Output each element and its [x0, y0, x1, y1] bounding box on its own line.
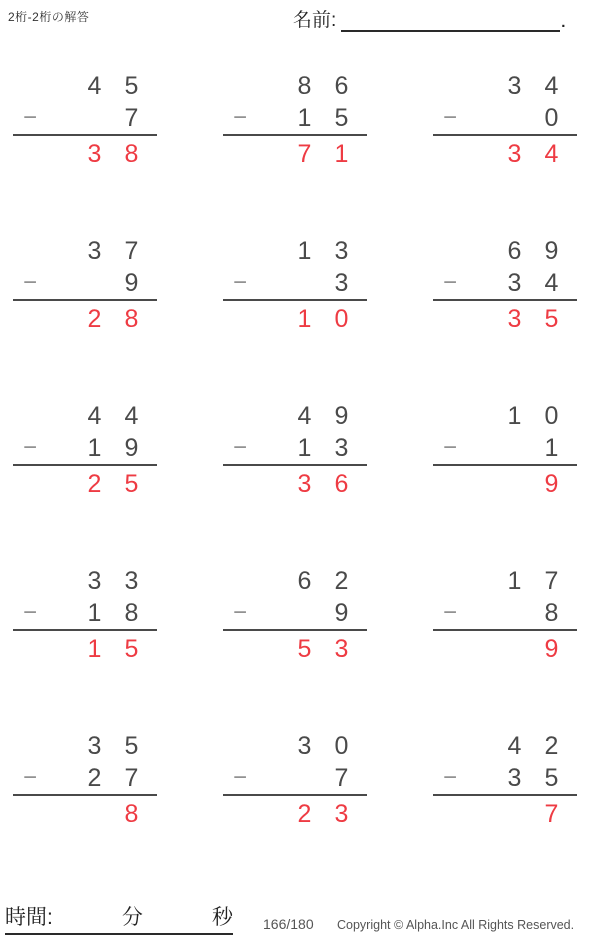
- answer-tens: 5: [297, 634, 312, 663]
- minuend-ones: 5: [124, 71, 139, 100]
- subtraction-problem-3: [433, 70, 577, 170]
- minuend: [433, 70, 577, 102]
- answer: [223, 303, 367, 335]
- subtraction-problem-13: [13, 730, 157, 830]
- subtrahend-ones: 5: [544, 763, 559, 792]
- time-label: 時間:: [5, 906, 53, 929]
- minuend-ones: 2: [544, 731, 559, 760]
- answer-tens: 3: [507, 139, 522, 168]
- subtrahend: [223, 432, 367, 464]
- minuend-ones: 9: [334, 401, 349, 430]
- answer: [433, 633, 577, 665]
- subtrahend: [13, 597, 157, 629]
- answer-line: [433, 299, 577, 301]
- seconds-label: 秒: [212, 906, 233, 929]
- subtraction-problem-14: [223, 730, 367, 830]
- subtrahend: [223, 762, 367, 794]
- subtrahend-ones: 1: [544, 433, 559, 462]
- subtrahend: [223, 267, 367, 299]
- subtraction-problem-15: [433, 730, 577, 830]
- subtrahend: [13, 267, 157, 299]
- answer-line: [223, 629, 367, 631]
- minuend: [433, 730, 577, 762]
- minus-sign: −: [23, 104, 38, 131]
- subtrahend: [223, 597, 367, 629]
- answer-ones: 3: [334, 634, 349, 663]
- subtraction-problem-5: [223, 235, 367, 335]
- minutes-label: 分: [121, 906, 143, 929]
- answer-line: [13, 299, 157, 301]
- subtrahend: [433, 102, 577, 134]
- answer: [433, 303, 577, 335]
- answer-line: [223, 464, 367, 466]
- copyright-notice: Copyright © Alpha.Inc All Rights Reserved.: [337, 918, 575, 932]
- subtraction-problem-10: [13, 565, 157, 665]
- minuend-tens: 4: [87, 401, 102, 430]
- subtrahend-tens: 3: [507, 268, 522, 297]
- minus-sign: −: [443, 764, 458, 791]
- subtrahend-tens: 3: [507, 763, 522, 792]
- minuend-ones: 0: [334, 731, 349, 760]
- subtrahend-ones: 0: [544, 103, 559, 132]
- answer-tens: 1: [87, 634, 102, 663]
- minuend-tens: 6: [507, 236, 522, 265]
- answer: [13, 303, 157, 335]
- minuend: [13, 730, 157, 762]
- answer-tens: 2: [87, 304, 102, 333]
- subtrahend-tens: 1: [87, 433, 102, 462]
- answer-line: [13, 629, 157, 631]
- answer-tens: 2: [297, 799, 312, 828]
- subtraction-problem-6: [433, 235, 577, 335]
- answer-tens: 3: [87, 139, 102, 168]
- page-title: 2桁-2桁の解答: [8, 10, 90, 24]
- minuend-tens: 6: [297, 566, 312, 595]
- answer-ones: 7: [544, 799, 559, 828]
- subtrahend-ones: 8: [544, 598, 559, 627]
- minuend-tens: 3: [87, 236, 102, 265]
- subtraction-problem-9: [433, 400, 577, 500]
- answer: [223, 798, 367, 830]
- answer-tens: 3: [297, 469, 312, 498]
- problems-grid: [13, 70, 577, 830]
- answer-ones: 0: [334, 304, 349, 333]
- minuend: [223, 235, 367, 267]
- subtrahend: [433, 267, 577, 299]
- subtrahend-ones: 8: [124, 598, 139, 627]
- answer-ones: 8: [124, 799, 139, 828]
- subtrahend-ones: 7: [124, 103, 139, 132]
- minuend: [223, 400, 367, 432]
- answer-ones: 4: [544, 139, 559, 168]
- subtrahend: [13, 102, 157, 134]
- subtrahend-ones: 7: [124, 763, 139, 792]
- minuend: [13, 235, 157, 267]
- subtrahend-ones: 9: [334, 598, 349, 627]
- minuend-tens: 8: [297, 71, 312, 100]
- minuend: [433, 565, 577, 597]
- minuend-tens: 4: [507, 731, 522, 760]
- minuend: [223, 70, 367, 102]
- subtrahend-tens: 1: [87, 598, 102, 627]
- subtrahend: [433, 432, 577, 464]
- minuend: [433, 400, 577, 432]
- minuend-tens: 3: [297, 731, 312, 760]
- subtrahend: [13, 762, 157, 794]
- minus-sign: −: [443, 434, 458, 461]
- minuend: [223, 565, 367, 597]
- minuend: [13, 565, 157, 597]
- minus-sign: −: [23, 434, 38, 461]
- subtrahend: [13, 432, 157, 464]
- answer: [223, 138, 367, 170]
- answer-line: [433, 134, 577, 136]
- minuend-ones: 3: [334, 236, 349, 265]
- answer-line: [13, 134, 157, 136]
- answer: [433, 138, 577, 170]
- answer-line: [223, 794, 367, 796]
- answer: [433, 468, 577, 500]
- answer-ones: 5: [124, 469, 139, 498]
- minus-sign: −: [443, 599, 458, 626]
- subtraction-problem-8: [223, 400, 367, 500]
- minuend-tens: 1: [507, 401, 522, 430]
- answer: [13, 138, 157, 170]
- minuend-tens: 3: [87, 731, 102, 760]
- answer: [13, 633, 157, 665]
- answer-ones: 5: [544, 304, 559, 333]
- subtrahend-tens: 1: [297, 433, 312, 462]
- minuend-ones: 9: [544, 236, 559, 265]
- minus-sign: −: [23, 764, 38, 791]
- minuend-ones: 7: [124, 236, 139, 265]
- subtraction-problem-4: [13, 235, 157, 335]
- subtraction-problem-12: [433, 565, 577, 665]
- name-field: [293, 5, 565, 32]
- answer: [223, 468, 367, 500]
- answer-ones: 8: [124, 304, 139, 333]
- minuend-ones: 5: [124, 731, 139, 760]
- minuend-ones: 4: [124, 401, 139, 430]
- minuend-tens: 4: [297, 401, 312, 430]
- answer-ones: 6: [334, 469, 349, 498]
- answer-ones: 8: [124, 139, 139, 168]
- subtrahend: [433, 597, 577, 629]
- minuend-ones: 7: [544, 566, 559, 595]
- answer-line: [13, 464, 157, 466]
- minuend: [223, 730, 367, 762]
- name-label: 名前:: [293, 10, 337, 31]
- time-field: [5, 901, 233, 935]
- answer-line: [223, 299, 367, 301]
- minus-sign: −: [23, 269, 38, 296]
- answer: [223, 633, 367, 665]
- subtraction-problem-11: [223, 565, 367, 665]
- subtrahend-ones: 5: [334, 103, 349, 132]
- answer-line: [13, 794, 157, 796]
- answer-tens: 2: [87, 469, 102, 498]
- subtrahend-ones: 3: [334, 268, 349, 297]
- answer-ones: 9: [544, 469, 559, 498]
- answer: [13, 468, 157, 500]
- minuend-ones: 0: [544, 401, 559, 430]
- answer-ones: 9: [544, 634, 559, 663]
- subtrahend-tens: 2: [87, 763, 102, 792]
- minus-sign: −: [233, 104, 248, 131]
- subtraction-problem-2: [223, 70, 367, 170]
- minuend-ones: 2: [334, 566, 349, 595]
- answer-tens: 1: [297, 304, 312, 333]
- page-number: 166/180: [263, 916, 314, 932]
- minuend: [13, 70, 157, 102]
- subtrahend-ones: 9: [124, 268, 139, 297]
- subtrahend-ones: 9: [124, 433, 139, 462]
- minuend-tens: 1: [507, 566, 522, 595]
- answer-line: [433, 629, 577, 631]
- answer-tens: 3: [507, 304, 522, 333]
- minus-sign: −: [23, 599, 38, 626]
- answer-line: [433, 464, 577, 466]
- minus-sign: −: [233, 434, 248, 461]
- subtrahend: [223, 102, 367, 134]
- minus-sign: −: [443, 104, 458, 131]
- subtrahend-ones: 7: [334, 763, 349, 792]
- minuend-tens: 3: [87, 566, 102, 595]
- answer-ones: 5: [124, 634, 139, 663]
- minuend-ones: 6: [334, 71, 349, 100]
- minus-sign: −: [233, 599, 248, 626]
- minuend-tens: 1: [297, 236, 312, 265]
- minus-sign: −: [443, 269, 458, 296]
- minus-sign: −: [233, 269, 248, 296]
- subtrahend-ones: 3: [334, 433, 349, 462]
- minuend-ones: 4: [544, 71, 559, 100]
- subtrahend-tens: 1: [297, 103, 312, 132]
- subtraction-problem-7: [13, 400, 157, 500]
- name-blank-line: [341, 8, 560, 32]
- minuend-tens: 4: [87, 71, 102, 100]
- answer-ones: 1: [334, 139, 349, 168]
- answer-line: [223, 134, 367, 136]
- minuend-ones: 3: [124, 566, 139, 595]
- minuend-tens: 3: [507, 71, 522, 100]
- minuend: [13, 400, 157, 432]
- answer: [433, 798, 577, 830]
- minus-sign: −: [233, 764, 248, 791]
- name-line-period: .: [561, 14, 566, 31]
- minuend: [433, 235, 577, 267]
- subtraction-problem-1: [13, 70, 157, 170]
- subtrahend-ones: 4: [544, 268, 559, 297]
- answer: [13, 798, 157, 830]
- answer-ones: 3: [334, 799, 349, 828]
- subtrahend: [433, 762, 577, 794]
- answer-line: [433, 794, 577, 796]
- answer-tens: 7: [297, 139, 312, 168]
